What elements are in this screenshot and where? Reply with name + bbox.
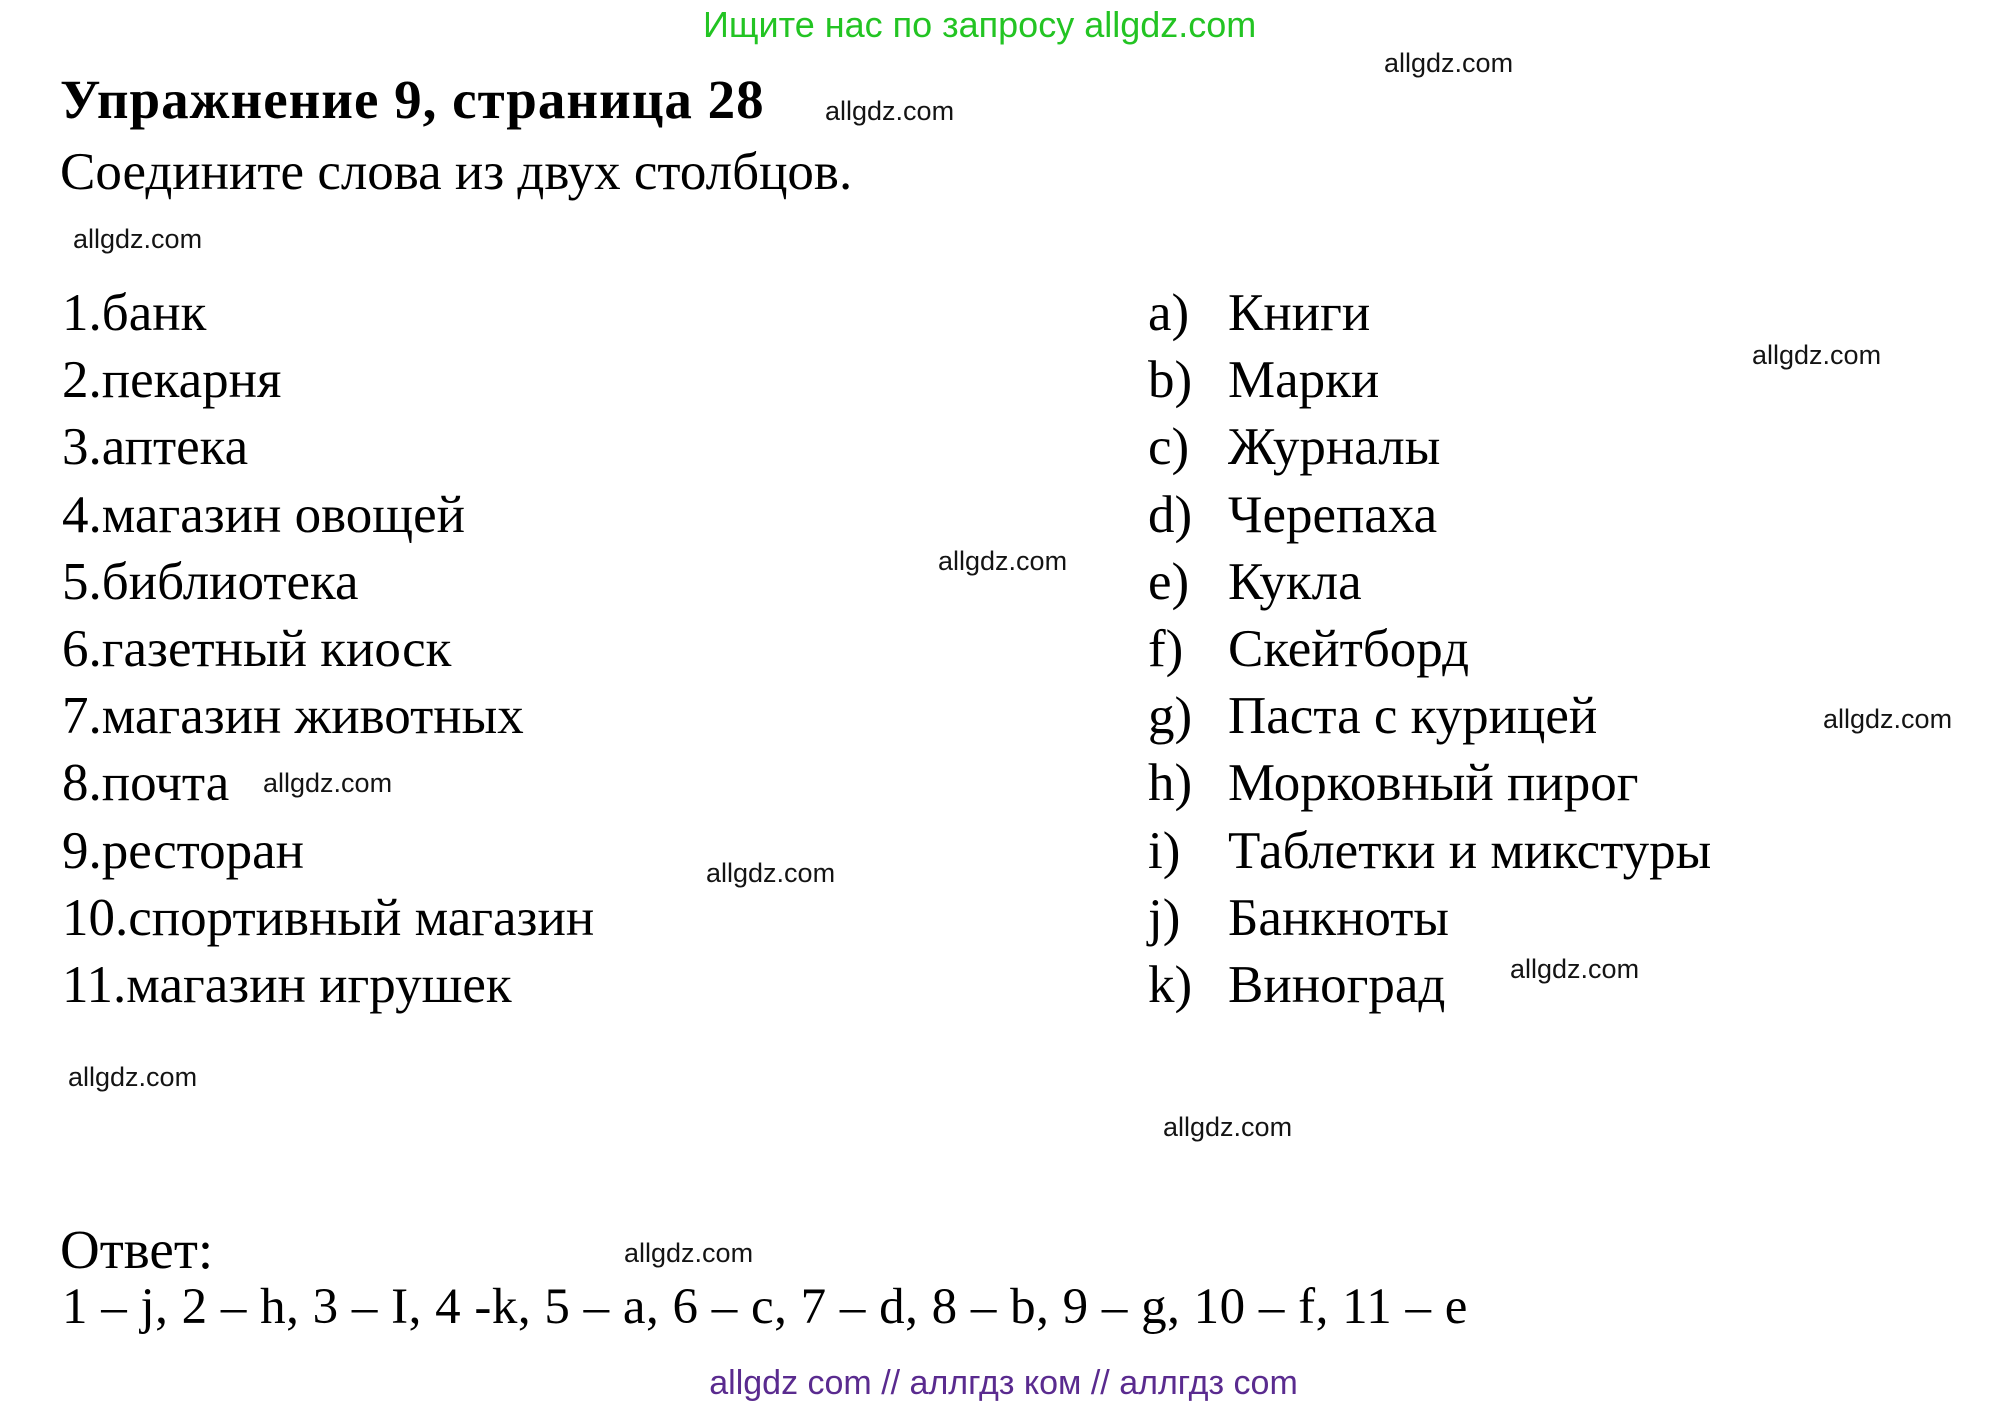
watermark-text: allgdz.com	[706, 858, 836, 888]
option-item	[1148, 549, 1711, 616]
option-item	[1148, 885, 1711, 952]
watermark-text: allgdz.com	[1163, 1112, 1293, 1142]
exercise-item-marker: 3.	[62, 418, 102, 477]
option-item-marker: h)	[1148, 754, 1193, 813]
watermark-text: allgdz.com	[624, 1238, 754, 1268]
exercise-item-marker: 5.	[62, 552, 102, 611]
option-item-label: Журналы	[1228, 418, 1441, 477]
answer-label: Ответ:	[60, 1219, 214, 1280]
exercise-item	[62, 414, 594, 481]
option-item	[1148, 616, 1711, 683]
option-item	[1148, 347, 1711, 414]
option-item-marker: b)	[1148, 351, 1193, 410]
watermark-text: allgdz.com	[68, 1062, 198, 1092]
exercise-item-marker: 9.	[62, 821, 102, 880]
watermark-text: allgdz.com	[1384, 48, 1514, 78]
site-promo-note: Ищите нас по запросу allgdz.com	[703, 4, 1257, 45]
option-item	[1148, 414, 1711, 481]
watermark-text: allgdz.com	[73, 224, 203, 254]
exercise-item-label: спортивный магазин	[128, 888, 595, 947]
exercise-item-marker: 11.	[62, 955, 127, 1014]
exercise-item-marker: 8.	[62, 754, 102, 813]
exercise-item-label: газетный киоск	[101, 619, 452, 678]
option-item-marker: e)	[1148, 552, 1190, 611]
footer-site-links: allgdz com // аллгдз ком // аллгдз com	[709, 1364, 1298, 1402]
option-item-label: Виноград	[1228, 955, 1446, 1014]
watermark-text: allgdz.com	[1752, 340, 1882, 370]
option-item-marker: c)	[1148, 418, 1190, 477]
left-word-column	[62, 280, 594, 1019]
option-item	[1148, 750, 1711, 817]
exercise-item-marker: 10.	[62, 888, 129, 947]
option-item	[1148, 818, 1711, 885]
option-item-marker: f)	[1148, 619, 1184, 678]
option-item-label: Черепаха	[1228, 485, 1438, 544]
option-item	[1148, 280, 1711, 347]
exercise-item-marker: 4.	[62, 485, 102, 544]
option-item-marker: k)	[1148, 955, 1193, 1014]
watermark-text: allgdz.com	[938, 546, 1068, 576]
option-item-label: Таблетки и микстуры	[1228, 821, 1712, 880]
page-title: Упражнение 9, страница 28	[60, 69, 765, 130]
exercise-item-marker: 6.	[62, 619, 102, 678]
exercise-item-label: банк	[101, 284, 207, 342]
exercise-item	[62, 885, 594, 952]
option-item	[1148, 482, 1711, 549]
option-item-label: Марки	[1228, 351, 1380, 410]
exercise-item	[62, 549, 594, 616]
exercise-item	[62, 818, 594, 885]
exercise-item-label: почта	[101, 754, 230, 813]
option-item-label: Банкноты	[1228, 888, 1450, 947]
option-item-label: Морковный пирог	[1228, 754, 1639, 813]
exercise-item	[62, 280, 594, 347]
option-item-label: Скейтборд	[1228, 619, 1470, 678]
option-item-label: Книги	[1228, 284, 1371, 342]
exercise-item-label: библиотека	[101, 552, 359, 611]
exercise-item-marker: 2.	[62, 351, 102, 410]
exercise-item-label: магазин игрушек	[126, 955, 512, 1014]
option-item-label: Паста с курицей	[1228, 687, 1598, 746]
watermark-text: allgdz.com	[1823, 704, 1953, 734]
option-item-marker: a)	[1148, 284, 1190, 342]
option-item-marker: i)	[1148, 821, 1181, 880]
option-item-marker: g)	[1148, 687, 1193, 746]
watermark-text: allgdz.com	[263, 768, 393, 798]
exercise-item	[62, 952, 594, 1019]
exercise-item	[62, 347, 594, 414]
answer-line: 1 – j, 2 – h, 3 – I, 4 -k, 5 – a, 6 – c, 7 – d, 8 – b, 9 – g, 10 – f, 11 – e	[62, 1279, 1468, 1335]
exercise-item-label: ресторан	[101, 821, 304, 880]
option-item-marker: d)	[1148, 485, 1193, 544]
exercise-item-label: магазин животных	[101, 687, 524, 746]
option-item-marker: j)	[1148, 888, 1181, 947]
exercise-item	[62, 482, 594, 549]
watermark-text: allgdz.com	[1510, 954, 1640, 984]
exercise-item-marker: 1.	[62, 284, 102, 342]
right-word-column	[1148, 280, 1711, 1019]
exercise-item-marker: 7.	[62, 687, 102, 746]
exercise-item-label: магазин овощей	[101, 485, 465, 544]
watermark-text: allgdz.com	[825, 96, 955, 126]
task-instruction: Соедините слова из двух столбцов.	[60, 143, 853, 201]
exercise-item	[62, 683, 594, 750]
option-item	[1148, 683, 1711, 750]
exercise-item-label: аптека	[101, 418, 249, 477]
option-item-label: Кукла	[1228, 552, 1362, 611]
exercise-item-label: пекарня	[101, 351, 282, 410]
exercise-item	[62, 616, 594, 683]
